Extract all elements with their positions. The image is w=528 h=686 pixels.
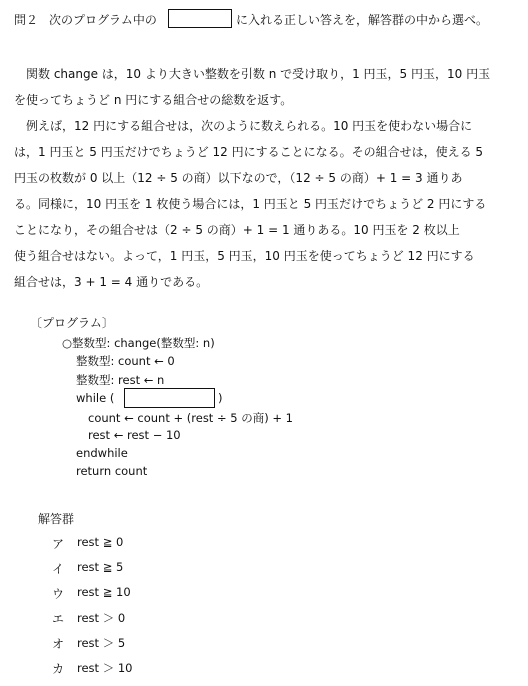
program-while-close: ): [218, 391, 223, 405]
answer-option-text: rest ≧ 10: [77, 585, 131, 599]
answer-option-text: rest ≧ 0: [77, 535, 124, 549]
program-body-count: count ← count + (rest ÷ 5 の商) + 1: [88, 411, 293, 425]
description-line: 組合せは，3 + 1 = 4 通りである。: [14, 275, 209, 289]
answer-option-text: rest ≧ 5: [77, 560, 124, 574]
answer-option-text: rest ＞ 5: [77, 636, 126, 650]
description-line: 関数 change は，10 より大きい整数を引数 n で受け取り，1 円玉，5 円玉，10 円玉: [14, 67, 491, 81]
description-line: 例えば，12 円にする組合せは，次のように数えられる。10 円玉を使わない場合に: [14, 119, 473, 133]
description-line: は，1 円玉と 5 円玉だけでちょうど 12 円にすることになる。その組合せは，使える 5: [14, 145, 484, 159]
program-body-rest: rest ← rest − 10: [88, 428, 181, 442]
answer-option-text: rest ＞ 10: [77, 661, 133, 675]
program-while-open: while (: [76, 391, 115, 405]
program-heading: 〔プログラム〕: [30, 316, 114, 330]
description-line: を使ってちょうど n 円にする組合せの総数を返す。: [14, 93, 293, 107]
program-signature: ○整数型: change(整数型: n): [62, 336, 215, 350]
answer-option-letter: オ: [52, 637, 65, 651]
question-lead: 次のプログラム中の: [49, 13, 157, 27]
description-line: 使う組合せはない。よって，1 円玉，5 円玉，10 円玉を使ってちょうど 12 円にする: [14, 249, 475, 263]
description-line: ことになり，その組合せは（2 ÷ 5 の商）+ 1 = 1 通りある。10 円玉を 2 枚以上: [14, 223, 460, 237]
answer-heading: 解答群: [38, 512, 75, 526]
answer-option-text: rest ＞ 0: [77, 611, 126, 625]
answer-option-letter: ア: [52, 537, 65, 551]
program-blank-box: [124, 388, 215, 408]
answer-option-letter: ウ: [52, 587, 65, 601]
program-decl-rest: 整数型: rest ← n: [76, 373, 165, 387]
program-decl-count: 整数型: count ← 0: [76, 354, 175, 368]
program-endwhile: endwhile: [76, 446, 128, 460]
question-number: 問２: [14, 13, 39, 27]
answer-option-letter: イ: [52, 562, 65, 576]
description-line: 円玉の枚数が 0 以上（12 ÷ 5 の商）以下なので，（12 ÷ 5 の商）+ 1 = 3 通りあ: [14, 171, 463, 185]
program-return: return count: [76, 464, 148, 478]
question-blank-box: [168, 9, 232, 28]
answer-option-letter: エ: [52, 612, 65, 626]
description-line: る。同様に，10 円玉を 1 枚使う場合には，1 円玉と 5 円玉だけでちょうど 2 円にする: [14, 197, 487, 211]
question-tail: に入れる正しい答えを，解答群の中から選べ。: [236, 13, 489, 27]
answer-option-letter: カ: [52, 662, 65, 676]
